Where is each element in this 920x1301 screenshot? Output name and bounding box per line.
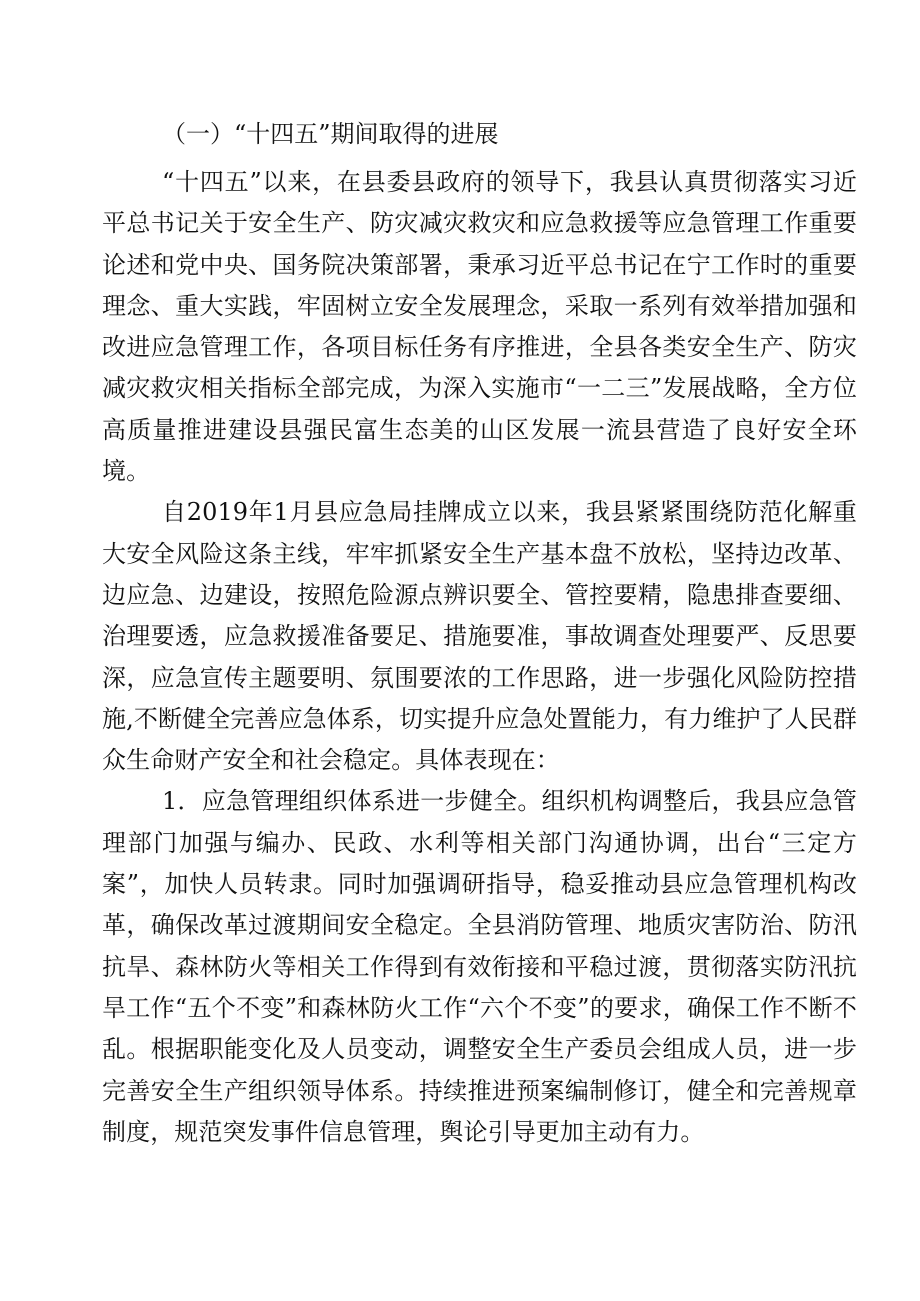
paragraph-progress-overview: “十四五”以来，在县委县政府的领导下，我县认真贯彻落实习近平总书记关于安全生产、防灾减灾救灾和应急救援等应急管理工作重要论述和党中央、国务院决策部署，秉承习近平总书记在宁工作时的重要理念、重大实践，牢固树立安全发展理念，采取一系列有效举措加强和改进应急管理工作，各项目标任务有序推进，全县各类安全生产、防灾减灾救灾相关指标全部完成，为深入实施市“一二三”发展战略，全方位高质量推进建设县强民富生态美的山区发展一流县营造了良好安全环境。 [102, 168, 857, 486]
paragraph-organization-system: 1．应急管理组织体系进一步健全。组织机构调整后，我县应急管理部门加强与编办、民政、水利等相关部门沟通协调，出台“三定方案”，加快人员转隶。同时加强调研指导，稳妥推动县应急管理机构改革，确保改革过渡期间安全稳定。全县消防管理、地质灾害防治、防汛抗旱、森林防火等相关工作得到有效衔接和平稳过渡，贯彻落实防汛抗旱工作“五个不变”和森林防火工作“六个不变”的要求，确保工作不断不乱。根据职能变化及人员变动，调整安全生产委员会组成人员，进一步完善安全生产组织领导体系。持续推进预案编制修订，健全和完善规章制度，规范突发事件信息管理，舆论引导更加主动有力。 [102, 787, 857, 1146]
paragraph-emergency-bureau: 自2019年1月县应急局挂牌成立以来，我县紧紧围绕防范化解重大安全风险这条主线，牢牢抓紧安全生产基本盘不放松，坚持边改革、边应急、边建设，按照危险源点辨识要全、管控要精，隐患排查要细、治理要透，应急救援准备要足、措施要准，事故调查处理要严、反思要深，应急宣传主题要明、氛围要浓的工作思路，进一步强化风险防控措施,不断健全完善应急体系，切实提升应急处置能力，有力维护了人民群众生命财产安全和社会稳定。具体表现在： [102, 498, 857, 775]
document-body [102, 112, 857, 1153]
section-heading: （一）“十四五”期间取得的进展 [162, 120, 499, 148]
